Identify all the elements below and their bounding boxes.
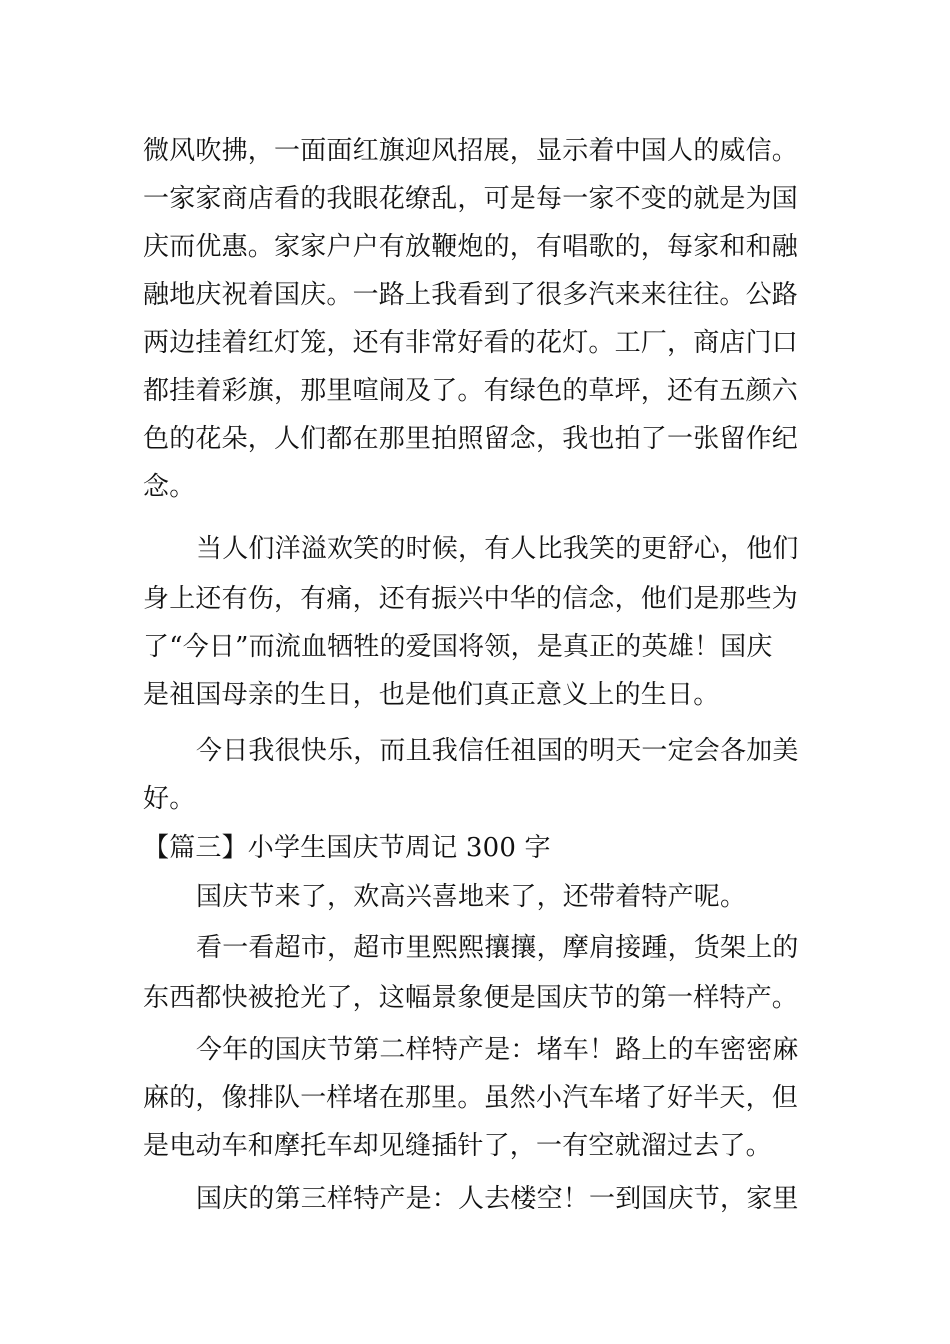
paragraph-start: 国庆的第三样特产是：人去楼空！一到国庆节，家里	[196, 1184, 799, 1214]
text-line: 微风吹拂，一面面红旗迎风招展，显示着中国人的威信。	[143, 136, 799, 166]
paragraph-start: 当人们洋溢欢笑的时候，有人比我笑的更舒心，他们	[196, 534, 799, 564]
text-line: 麻的，像排队一样堵在那里。虽然小汽车堵了好半天，但	[143, 1083, 799, 1113]
paragraph-start: 国庆节来了，欢高兴喜地来了，还带着特产呢。	[196, 882, 747, 912]
text-line: 一家家商店看的我眼花缭乱，可是每一家不变的就是为国	[143, 184, 799, 214]
text-line: 都挂着彩旗，那里喧闹及了。有绿色的草坪，还有五颜六	[143, 376, 799, 406]
text-line: 念。	[143, 472, 196, 502]
text-line: 色的花朵，人们都在那里拍照留念，我也拍了一张留作纪	[143, 424, 799, 454]
text-line: 好。	[143, 784, 196, 814]
text-line: 庆而优惠。家家户户有放鞭炮的，有唱歌的，每家和和融	[143, 232, 799, 262]
text-line: 是祖国母亲的生日，也是他们真正意义上的生日。	[143, 680, 720, 710]
text-line: 身上还有伤，有痛，还有振兴中华的信念，他们是那些为	[143, 584, 799, 614]
text-line: 东西都快被抢光了，这幅景象便是国庆节的第一样特产。	[143, 983, 799, 1013]
text-line: 了“今日”而流血牺牲的爱国将领，是真正的英雄！国庆	[143, 632, 773, 662]
paragraph-start: 看一看超市，超市里熙熙攘攘，摩肩接踵，货架上的	[196, 933, 799, 963]
text-line: 两边挂着红灯笼，还有非常好看的花灯。工厂，商店门口	[143, 328, 799, 358]
paragraph-start: 今年的国庆节第二样特产是：堵车！路上的车密密麻	[196, 1035, 799, 1065]
text-line: 是电动车和摩托车却见缝插针了，一有空就溜过去了。	[143, 1131, 772, 1161]
text-line: 融地庆祝着国庆。一路上我看到了很多汽来来往往。公路	[143, 280, 799, 310]
paragraph-start: 今日我很快乐，而且我信任祖国的明天一定会各加美	[196, 736, 799, 766]
section-heading: 【篇三】小学生国庆节周记 300 字	[143, 833, 551, 863]
